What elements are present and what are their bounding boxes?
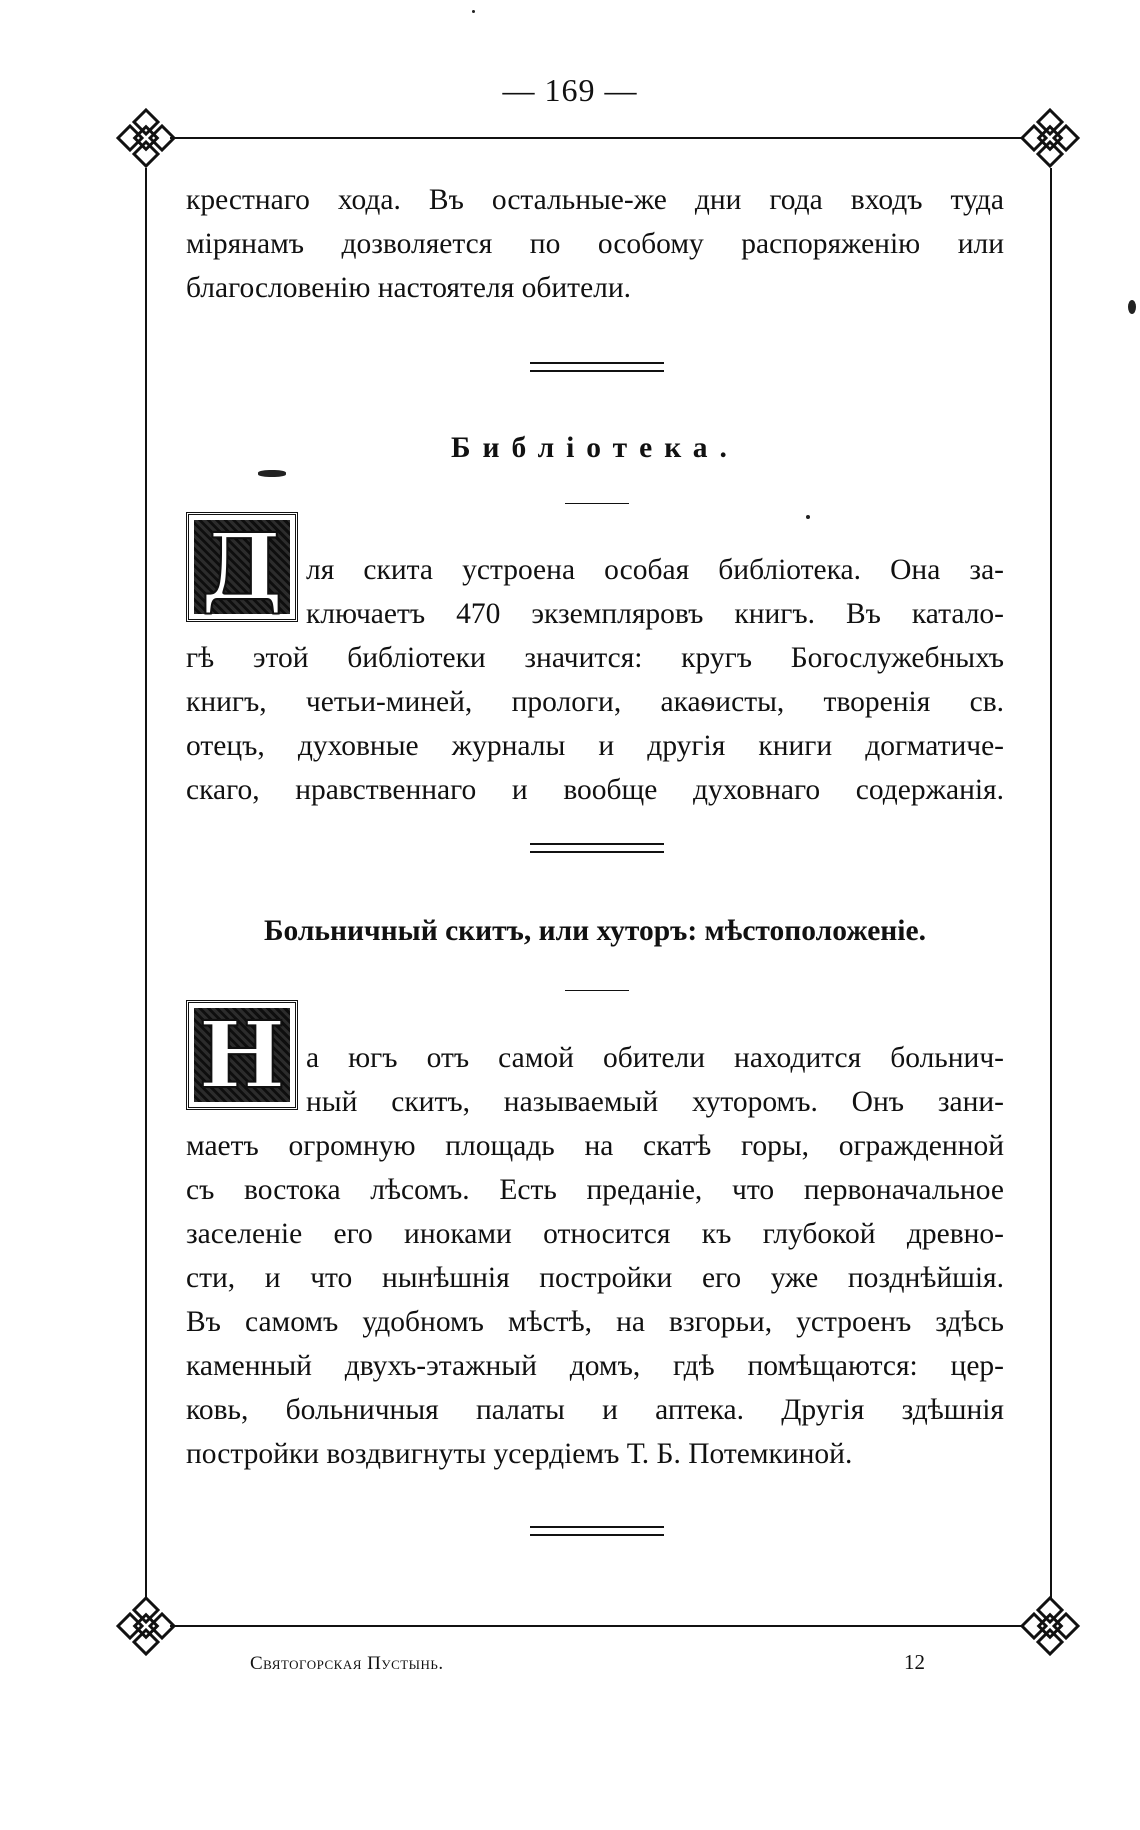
drop-cap-library: [186, 512, 298, 622]
section-divider: [530, 1526, 664, 1536]
corner-knot-icon: [1018, 106, 1082, 170]
drop-cap-ornament: [194, 1001, 290, 1109]
ink-speck: [258, 470, 286, 477]
section-heading-hospital-skete: Больничный скитъ, или хуторъ: мѣстоположеніе.: [264, 915, 926, 947]
hospital-paragraph-rest: [186, 1124, 1004, 1476]
text-line: ный скитъ, называемый хуторомъ. Онъ зани-: [306, 1086, 1004, 1118]
heading-underline: [565, 503, 629, 504]
text-line: скаго, нравственнаго и вообще духовнаго содержанія.: [186, 774, 1004, 806]
corner-knot-icon: [114, 106, 178, 170]
frame-bottom-line: [170, 1625, 1024, 1627]
text-line: отецъ, духовные журналы и другія книги догматиче-: [186, 730, 1004, 762]
text-line: благословенію настоятеля обители.: [186, 272, 632, 304]
library-paragraph-rest: [186, 636, 1004, 812]
ink-speck: [1128, 300, 1136, 314]
drop-cap-ornament: [194, 513, 290, 621]
text-line: постройки воздвигнуты усердіемъ Т. Б. Потемкиной.: [186, 1438, 853, 1470]
frame-top-line: [170, 137, 1024, 139]
text-line: Въ самомъ удобномъ мѣстѣ, на взгорьи, устроенъ здѣсь: [186, 1306, 1004, 1338]
text-line: маетъ огромную площадь на скатѣ горы, огражденной: [186, 1130, 1004, 1162]
corner-knot-icon: [1018, 1594, 1082, 1658]
ink-speck: [806, 515, 810, 519]
text-line: а югъ отъ самой обители находится больнич-: [306, 1042, 1004, 1074]
intro-paragraph: [186, 178, 1004, 310]
text-line: сти, и что нынѣшнія постройки его уже позднѣйшія.: [186, 1262, 1004, 1294]
frame-left-line: [145, 168, 147, 1598]
page-number: — 169 —: [502, 72, 638, 108]
text-line: ключаетъ 470 экземпляровъ книгъ. Въ катало-: [306, 598, 1004, 630]
drop-cap-letter: Н: [198, 1001, 286, 1109]
frame-right-line: [1050, 168, 1052, 1598]
text-line: ля скита устроена особая библіотека. Она за-: [306, 554, 1004, 586]
section-divider: [530, 362, 664, 372]
text-line: книгъ, четьи-миней, прологи, акаѳисты, творенія св.: [186, 686, 1004, 718]
text-line: каменный двухъ-этажный домъ, гдѣ помѣщаются: цер-: [186, 1350, 1004, 1382]
heading-underline: [565, 990, 629, 991]
footer-signature: Святогорская Пустынь.: [250, 1653, 444, 1674]
ink-speck: [472, 10, 475, 13]
corner-knot-icon: [114, 1594, 178, 1658]
library-paragraph-first: [306, 548, 1004, 636]
section-divider: [530, 843, 664, 853]
footer-sheet-number: 12: [904, 1650, 925, 1674]
text-line: заселеніе его иноками относится къ глубокой древно-: [186, 1218, 1004, 1250]
section-heading-library: Библіотека.: [451, 432, 739, 464]
text-line: гѣ этой библіотеки значится: кругъ Богослужебныхъ: [186, 642, 1004, 674]
drop-cap-hospital: [186, 1000, 298, 1110]
hospital-paragraph-first: [306, 1036, 1004, 1124]
drop-cap-letter: Д: [201, 513, 283, 621]
text-line: съ востока лѣсомъ. Есть преданіе, что первоначальное: [186, 1174, 1004, 1206]
text-line: крестнаго хода. Въ остальные-же дни года входъ туда: [186, 184, 1004, 216]
text-line: ковь, больничныя палаты и аптека. Другія здѣшнія: [186, 1394, 1004, 1426]
text-line: мірянамъ дозволяется по особому распоряженію или: [186, 228, 1004, 260]
